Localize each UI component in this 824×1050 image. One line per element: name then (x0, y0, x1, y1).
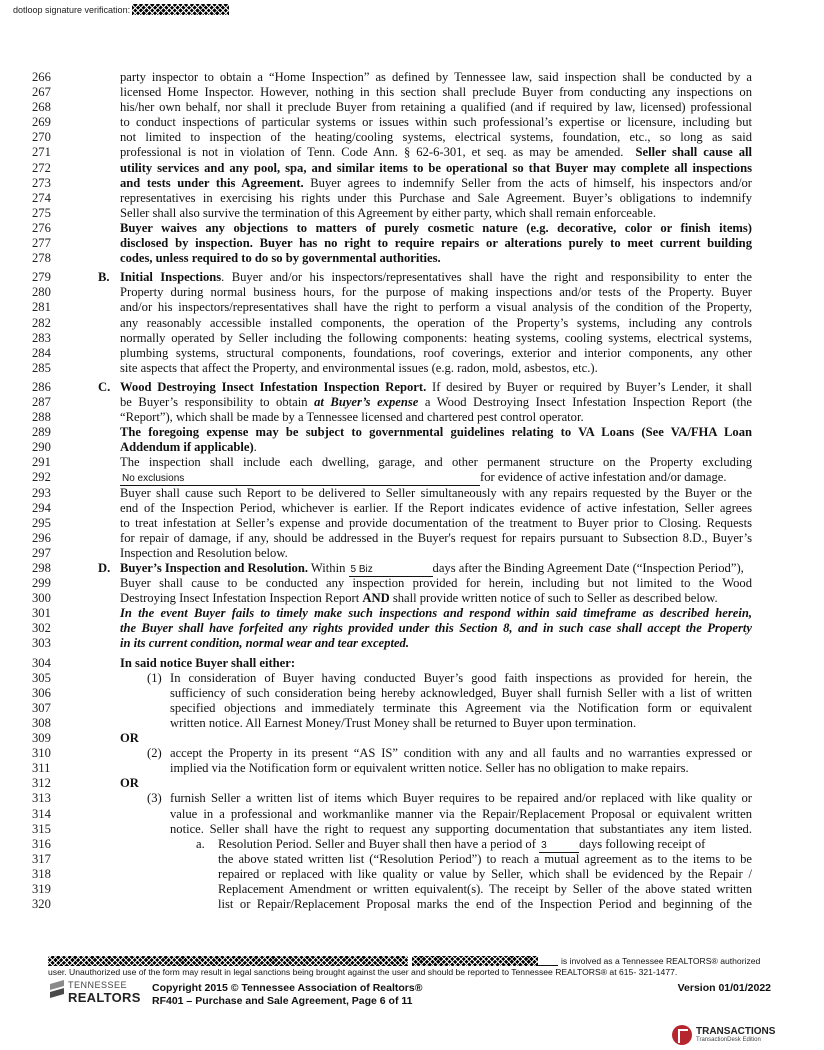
line-text: Seller shall also survive the termination of this Agreement by either party, which shall remain enforceable. (120, 205, 656, 220)
line-314 (0, 807, 824, 822)
section-label: D. (98, 561, 111, 575)
line-text-part: a Wood Destroying Insect Infestation Inspection Report (the (418, 394, 752, 409)
line-text-bold: AND (362, 591, 390, 606)
line-text-emphasis: at Buyer’s expense (314, 394, 419, 409)
line-text-bold: The foregoing expense may be subject to governmental guidelines relating to VA Loans (See VA/FHA Loan (120, 425, 752, 440)
transactions-logo (672, 1024, 782, 1048)
line-number: 305 (32, 670, 51, 685)
line-285 (0, 361, 824, 376)
signature-verification (13, 4, 229, 15)
line-number: 283 (32, 330, 51, 345)
line-311 (0, 761, 824, 776)
line-text-part: days after the Binding Agreement Date (“Inspection Period”), (432, 561, 744, 575)
line-number: 292 (32, 470, 51, 485)
line-310 (0, 746, 824, 761)
line-text: plumbing systems, structural components, foundations, roof coverings, exterior and interior components, any other (120, 345, 752, 360)
line-number: 316 (32, 836, 51, 851)
authorized-text: is involved as a Tennessee REALTORS® authorized (561, 956, 761, 966)
section-heading: Initial Inspections (120, 270, 222, 285)
line-text: repaired or replaced with like quality or value by Seller, which shall be evidenced by the Repair / (218, 866, 752, 881)
line-294 (0, 501, 824, 516)
option-number: (1) (147, 670, 162, 685)
line-number: 285 (32, 360, 51, 375)
line-280 (0, 285, 824, 300)
line-number: 314 (32, 806, 51, 821)
document-body (0, 70, 824, 912)
copyright-block (152, 982, 422, 1007)
line-text (120, 731, 752, 746)
line-number: 276 (32, 220, 51, 235)
line-304 (0, 656, 824, 671)
line-text (218, 837, 752, 853)
transactions-logo-icon (672, 1025, 692, 1045)
unauthorized-use-text: user. Unauthorized use of the form may result in legal sanctions being brought against the user and should be reported to Tennessee REALTORS® at 615- 321-1477. (48, 967, 678, 977)
line-text: for repair of damage, if any, should be addressed in the Buyer's request for repairs pursuant to Subsection 8.D., Buyer’s (120, 530, 752, 545)
line-text: list or Repair/Replacement Proposal marks the end of the Inspection Period and beginning of the (218, 897, 752, 912)
line-267 (0, 85, 824, 100)
line-text-emphasis: in its current condition, normal wear and tear excepted. (120, 636, 409, 651)
line-313 (0, 791, 824, 806)
line-text-part: professional is not in violation of Tenn. Code Ann. § 62-6-301, et seq. as may be amended. (120, 145, 624, 160)
line-text: not limited to inspection of the heating/cooling systems, electrical systems, foundation, etc., so long as said (120, 130, 752, 145)
transactions-logo-text: TRANSACTIONS (696, 1026, 776, 1037)
line-number: 278 (32, 251, 51, 266)
line-number: 320 (32, 897, 51, 912)
signature-line (538, 956, 558, 966)
line-277 (0, 236, 824, 251)
section-label: C. (98, 379, 111, 394)
line-number: 318 (32, 866, 51, 881)
logo-text-top: TENNESSEE (68, 980, 128, 990)
line-text: end of the Inspection Period, whichever is earlier. If the Report indicates evidence of active infestation, Seller agrees (120, 500, 752, 515)
line-number: 288 (32, 410, 51, 425)
line-281 (0, 300, 824, 315)
line-301 (0, 606, 824, 621)
line-319 (0, 882, 824, 897)
line-text: “Report”), which shall be made by a Tennessee licensed and chartered pest control operator. (120, 410, 584, 425)
line-text-part: Destroying Insect Infestation Inspection Report (120, 591, 363, 606)
line-278 (0, 251, 824, 266)
line-text: representatives in exercising his rights under this Purchase and Sale Agreement. Buyer’s obligations to indemnify (120, 190, 752, 205)
line-303 (0, 636, 824, 651)
line-text-part: for evidence of active infestation and/or damage. (480, 470, 727, 485)
resolution-days-field[interactable]: 3 (539, 840, 579, 853)
line-text-emphasis: In the event Buyer fails to timely make such inspections and respond within said timeframe as described herein, (120, 606, 752, 621)
line-number: 267 (32, 85, 51, 100)
line-text (120, 591, 752, 606)
line-text-emphasis: the Buyer shall have forfeited any rights provided under this Section 8, and in such case shall accept the Property (120, 621, 752, 636)
line-number: 275 (32, 205, 51, 220)
line-text (120, 470, 752, 486)
line-text (120, 270, 752, 285)
line-text (120, 656, 752, 671)
line-text-part: . (253, 440, 257, 455)
exclusions-field[interactable]: No exclusions (120, 473, 480, 486)
line-text (120, 236, 752, 251)
line-320 (0, 897, 824, 912)
line-text: The inspection shall include each dwelling, garage, and other permanent structure on the Property excluding (120, 455, 752, 470)
line-text-part: Within (308, 561, 349, 575)
line-296 (0, 531, 824, 546)
line-286 (0, 380, 824, 395)
line-text (120, 621, 752, 636)
line-number: 301 (32, 606, 51, 621)
line-text (120, 425, 752, 440)
line-number: 291 (32, 455, 51, 470)
line-text: party inspector to obtain a “Home Inspection” as defined by Tennessee law, said inspection shall be conducted by a (120, 70, 752, 84)
or-separator: OR (120, 776, 139, 791)
line-279 (0, 270, 824, 285)
line-number: 303 (32, 636, 51, 651)
form-title: RF401 – Purchase and Sale Agreement, Page 6 of 11 (152, 994, 413, 1007)
authorized-user-notice (48, 955, 788, 977)
line-text-bold: and tests under this Agreement. (120, 175, 304, 190)
line-number: 309 (32, 731, 51, 746)
line-299 (0, 576, 824, 591)
line-272 (0, 161, 824, 176)
line-number: 311 (32, 761, 51, 776)
line-number: 313 (32, 791, 51, 806)
line-317 (0, 852, 824, 867)
line-number: 272 (32, 160, 51, 175)
line-text: In consideration of Buyer having conducted Buyer’s good faith inspections as provided for herein, the (170, 670, 752, 685)
line-number: 298 (32, 561, 51, 575)
line-number: 279 (32, 270, 51, 285)
line-text: specified objections and immediately terminate this Agreement via the Notification form or equivalent (170, 700, 752, 715)
line-text: the above stated written list (“Resolution Period”) to reach a mutual agreement as to the items to be (218, 851, 752, 866)
line-text: any reasonably accessible installed components, the operation of the Property’s systems, including any controls (120, 315, 752, 330)
line-312 (0, 776, 824, 791)
line-276 (0, 221, 824, 236)
line-text-part: be Buyer’s responsibility to obtain (120, 394, 315, 409)
line-text-part: shall provide written notice of such to Seller as described below. (389, 591, 718, 606)
line-text: his/her own behalf, nor shall it preclude Buyer from retaining a qualified (and if required by law, licensed) professional (120, 100, 752, 115)
line-290 (0, 440, 824, 455)
line-text: Buyer shall cause to be conducted any inspection provided for herein, including but not limited to the Wood (120, 576, 752, 591)
line-number: 317 (32, 851, 51, 866)
line-text-part: If desired by Buyer or required by Buyer’s Lender, it shall (426, 379, 752, 394)
line-text: Inspection and Resolution below. (120, 545, 288, 560)
line-number: 300 (32, 591, 51, 606)
line-number: 277 (32, 236, 51, 251)
line-number: 274 (32, 190, 51, 205)
line-text (120, 636, 752, 651)
line-text: furnish Seller a written list of items which Buyer requires to be repaired and/or replaced with like quality or (170, 791, 752, 806)
line-298 (0, 561, 824, 576)
option-number: (3) (147, 791, 162, 806)
line-text: Buyer shall cause such Report to be delivered to Seller simultaneously with any repairs requested by the Buyer or the (120, 485, 752, 500)
line-number: 295 (32, 515, 51, 530)
line-number: 280 (32, 285, 51, 300)
line-text-part: Buyer agrees to indemnify Seller from the acts of himself, his inspectors and/or (310, 175, 752, 190)
line-275 (0, 206, 824, 221)
redacted-licensee-id (412, 956, 538, 966)
line-282 (0, 316, 824, 331)
line-text-bold: Seller shall cause all (635, 145, 753, 160)
line-text-part: . Buyer and/or his inspectors/representatives shall have the right and responsibility to enter the (221, 270, 752, 285)
line-271 (0, 145, 824, 160)
line-text (120, 251, 752, 266)
line-number: 310 (32, 746, 51, 761)
line-text (120, 176, 752, 191)
line-number: 319 (32, 881, 51, 896)
redacted-licensee-name (48, 956, 408, 966)
line-309 (0, 731, 824, 746)
line-number: 290 (32, 440, 51, 455)
line-number: 308 (32, 715, 51, 730)
line-number: 287 (32, 394, 51, 409)
line-text: normally operated by Seller including the following components: heating systems, cooling systems, electrical systems, (120, 330, 752, 345)
line-text: to conduct inspections of particular systems or issues within such professional’s expertise or licensure, including but (120, 115, 752, 130)
or-separator: OR (120, 731, 139, 746)
line-number: 296 (32, 530, 51, 545)
transactions-logo-subtext: TransactionDesk Edition (696, 1037, 761, 1043)
line-268 (0, 100, 824, 115)
line-number: 302 (32, 621, 51, 636)
section-label: B. (98, 270, 110, 285)
line-number: 307 (32, 700, 51, 715)
line-text: site aspects that affect the Property, and environmental issues (e.g. radon, mold, asbestos, etc.). (120, 360, 598, 375)
line-273 (0, 176, 824, 191)
line-number: 312 (32, 776, 51, 791)
line-number: 289 (32, 425, 51, 440)
line-288 (0, 410, 824, 425)
line-number: 315 (32, 821, 51, 836)
line-307 (0, 701, 824, 716)
line-number: 266 (32, 70, 51, 84)
line-text: value in a professional and workmanlike manner via the Repair/Replacement Proposal or equivalent written (170, 806, 752, 821)
line-number: 270 (32, 130, 51, 145)
line-292 (0, 470, 824, 485)
option-number: (2) (147, 746, 162, 761)
line-306 (0, 686, 824, 701)
line-number: 297 (32, 545, 51, 560)
line-315 (0, 822, 824, 837)
section-heading: Buyer’s Inspection and Resolution. (120, 561, 308, 575)
line-text (120, 561, 752, 577)
line-text (120, 776, 752, 791)
option-letter: a. (196, 836, 205, 851)
line-text: to treat infestation at Seller’s expense and provide documentation of the treatment to Buyer prior to Closing. Requests (120, 515, 752, 530)
line-302 (0, 621, 824, 636)
line-284 (0, 346, 824, 361)
line-text: Replacement Amendment or written equivalent(s). The receipt by Seller of the above stated written (218, 881, 752, 896)
line-number: 306 (32, 685, 51, 700)
line-270 (0, 130, 824, 145)
line-text (120, 161, 752, 176)
line-293 (0, 486, 824, 501)
line-289 (0, 425, 824, 440)
line-text-bold: utility services and any pool, spa, and similar items to be operational so that Buyer may complete all inspections (120, 160, 752, 175)
form-version: Version 01/01/2022 (677, 982, 771, 994)
line-number: 286 (32, 379, 51, 394)
line-text: notice. Seller shall have the right to request any supporting documentation that substantiates any item listed. (170, 821, 752, 836)
line-number: 268 (32, 100, 51, 115)
line-text-bold: In said notice Buyer shall either: (120, 655, 296, 670)
line-text: licensed Home Inspector. However, nothing in this section shall preclude Buyer from conducting any inspections on (120, 85, 752, 100)
line-text-bold: Buyer waives any objections to matters of purely cosmetic nature (e.g. decorative, color or finish items) (120, 220, 752, 235)
line-text: Property during normal business hours, for the purpose of making inspections and/or tests of the Property. Buyer (120, 285, 752, 300)
line-text: written notice. All Earnest Money/Trust Money shall be returned to Buyer upon termination. (170, 715, 637, 730)
line-text (120, 145, 752, 160)
line-text (120, 380, 752, 395)
line-number: 299 (32, 576, 51, 591)
line-text-part: days following receipt of (579, 836, 706, 851)
line-number: 281 (32, 300, 51, 315)
line-text-bold: disclosed by inspection. Buyer has no right to require repairs or alterations purely to meet current building (120, 236, 752, 251)
line-text (120, 221, 752, 236)
line-308 (0, 716, 824, 731)
section-heading: Wood Destroying Insect Infestation Inspection Report. (120, 379, 427, 394)
logo-text-bottom: REALTORS (68, 990, 141, 1005)
line-number: 273 (32, 175, 51, 190)
line-text: and/or his inspectors/representatives shall have the right to perform a visual analysis of the condition of the Property, (120, 300, 752, 315)
line-number: 304 (32, 655, 51, 670)
line-283 (0, 331, 824, 346)
line-number: 269 (32, 115, 51, 130)
line-text: accept the Property in its present “AS IS” condition with any and all faults and no warranties expressed or (170, 746, 752, 761)
line-number: 284 (32, 345, 51, 360)
redacted-verification-id (132, 4, 229, 15)
line-287 (0, 395, 824, 410)
line-297 (0, 546, 824, 561)
line-text-bold: codes, unless required to do so by governmental authorities. (120, 251, 441, 266)
line-291 (0, 455, 824, 470)
line-274 (0, 191, 824, 206)
line-text-bold: Addendum if applicable) (120, 440, 254, 455)
line-text (120, 440, 752, 455)
line-number: 282 (32, 315, 51, 330)
tennessee-realtors-logo (50, 980, 140, 1006)
line-318 (0, 867, 824, 882)
line-295 (0, 516, 824, 531)
line-number: 293 (32, 485, 51, 500)
line-text (120, 606, 752, 621)
line-300 (0, 591, 824, 606)
line-266 (0, 70, 824, 85)
line-269 (0, 115, 824, 130)
line-text: implied via the Notification form or equivalent written notice. Seller has no obligation to make repairs. (170, 761, 689, 776)
line-text (120, 395, 752, 410)
copyright-text: Copyright 2015 © Tennessee Association of Realtors® (152, 982, 423, 994)
line-316 (0, 837, 824, 852)
realtors-logo-icon (50, 980, 64, 1002)
inspection-days-field[interactable]: 5 Biz (349, 564, 433, 577)
line-text: sufficiency of such consideration being hereby acknowledged, Buyer shall furnish Seller with a list of written (170, 685, 752, 700)
line-number: 271 (32, 145, 51, 160)
line-number: 294 (32, 500, 51, 515)
line-text-part: Resolution Period. Seller and Buyer shall then have a period of (218, 836, 540, 851)
verification-label: dotloop signature verification: (13, 4, 131, 15)
line-305 (0, 671, 824, 686)
